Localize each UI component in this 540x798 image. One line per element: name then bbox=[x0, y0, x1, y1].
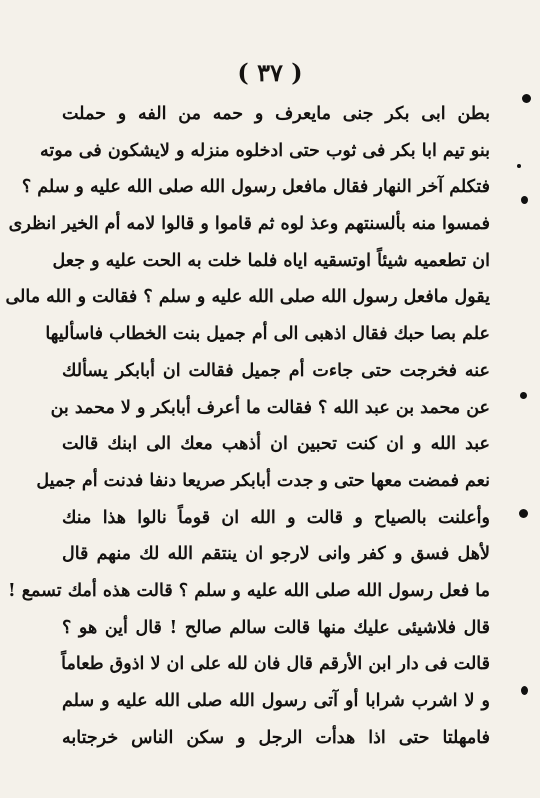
text-line: فتكلم آخر النهار فقال مافعل رسول الله صلى الله عليه و سلم ؟ bbox=[21, 177, 490, 198]
text-line: وأعلنت بالصياح و قالت و الله ان قوماً نالوا هذا منك bbox=[62, 507, 490, 528]
scan-speck bbox=[520, 392, 527, 399]
scan-speck bbox=[517, 164, 521, 168]
text-line: ما فعل رسول الله صلى الله عليه و سلم ؟ قالت هذه أمك تسمع ! bbox=[7, 580, 490, 601]
scan-speck bbox=[519, 509, 528, 518]
text-line: علم بصا حبك فقال اذهبى الى أم جميل بنت الخطاب فاسأليها bbox=[45, 324, 490, 345]
text-line: عن محمد بن عبد الله ؟ فقالت ما أعرف أبابكر و لا محمد بن bbox=[50, 397, 490, 418]
text-line: عنه فخرجت حتى جاءت أم جميل فقالت ان أبابكر يسألك bbox=[62, 360, 490, 381]
text-line: قالت فى دار ابن الأرقم قال فان لله على ان لا اذوق طعاماً bbox=[61, 654, 490, 675]
text-line: قال فلاشيئى عليك منها قالت سالم صالح ! قال أين هو ؟ bbox=[62, 617, 490, 638]
text-line: بطن ابى بكر جنى مايعرف و حمه من الفه و حملت bbox=[62, 104, 490, 124]
text-line: و لا اشرب شرابا أو آتى رسول الله صلى الله عليه و سلم bbox=[62, 691, 490, 711]
text-line: فمسوا منه بألسنتهم وعذ لوه ثم قاموا و قالوا لامه أم الخير انظرى bbox=[8, 214, 490, 235]
body-text bbox=[5, 96, 490, 756]
page-number: ( ٣٧ ) bbox=[237, 58, 303, 87]
scan-speck bbox=[521, 196, 528, 204]
scan-speck bbox=[521, 686, 528, 695]
text-line: فامهلتا حتى اذا هدأت الرجل و سكن الناس خرجتابه bbox=[62, 727, 490, 748]
scan-speck bbox=[522, 94, 531, 103]
text-line: يقول مافعل رسول الله صلى الله عليه و سلم ؟ فقالت و الله مالى bbox=[5, 287, 490, 308]
text-line: عبد الله و ان كنت تحبين ان أذهب معك الى ابنك قالت bbox=[62, 434, 490, 455]
text-line: ان تطعميه شيئاً اوتسقيه اياه فلما خلت به الحت عليه و جعل bbox=[52, 250, 490, 271]
text-line: لأهل فسق و كفر وانى لارجو ان ينتقم الله لك منهم قال bbox=[62, 544, 490, 565]
text-line: نعم فمضت معها حتى و جدت أبابكر صريعا دنفا فدنت أم جميل bbox=[36, 470, 490, 491]
text-line: بنو تيم ابا بكر فى ثوب حتى ادخلوه منزله و لايشكون فى موته bbox=[40, 140, 490, 161]
